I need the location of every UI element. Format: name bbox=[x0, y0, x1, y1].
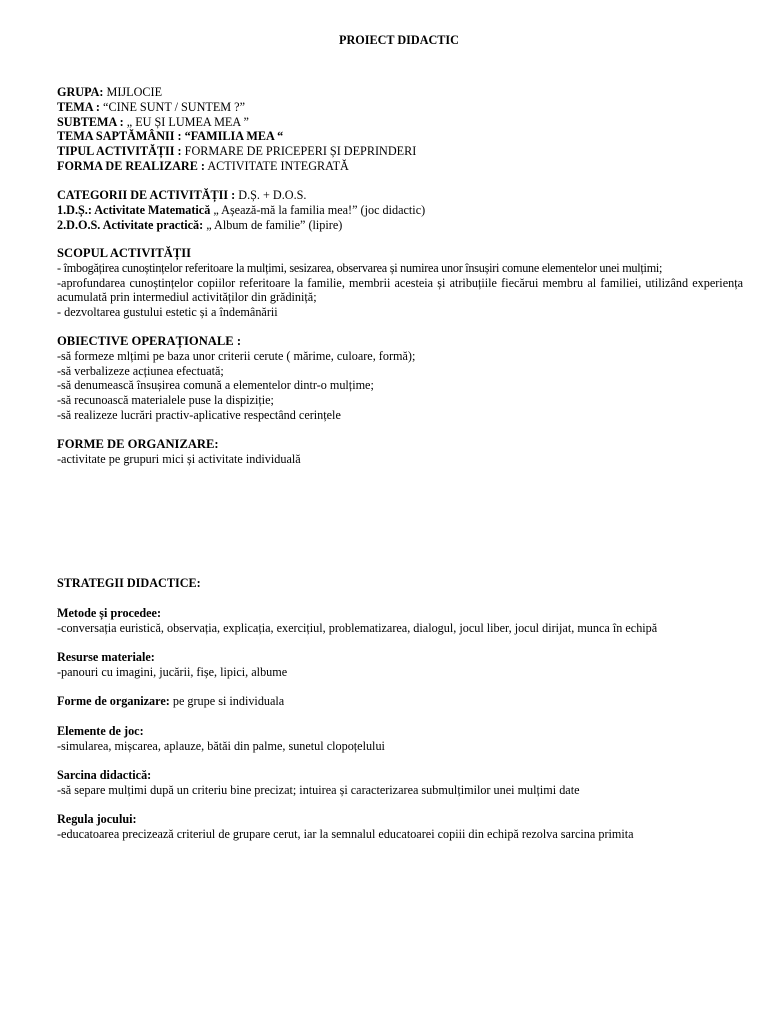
scope-paragraph: -aprofundarea cunoștințelor copiilor referitoare la familie, membrii acesteia și atribuțiile fiecărui membru al familiei, utilizând experiența acumulată prin intermediul activităților din grădiniță; bbox=[57, 275, 743, 305]
meta-tema-saptamanii bbox=[57, 129, 743, 144]
meta-value: “FAMILIA MEA “ bbox=[181, 129, 284, 144]
meta-label: TIPUL ACTIVITĂȚII : bbox=[57, 144, 182, 159]
rule-block bbox=[57, 812, 743, 842]
meta-value: MIJLOCIE bbox=[103, 85, 163, 99]
scope-block bbox=[57, 246, 743, 320]
meta-label: FORMA DE REALIZARE : bbox=[57, 158, 205, 173]
categories-heading bbox=[57, 188, 743, 203]
category-value: „ Așează-mă la familia mea!” (joc didactic) bbox=[210, 202, 426, 217]
category-label: 2.D.O.S. Activitate practică: bbox=[57, 217, 204, 232]
meta-label: SUBTEMA : bbox=[57, 114, 124, 129]
game-elements-block bbox=[57, 724, 743, 754]
rule-text: -educatoarea precizează criteriul de grupare cerut, iar la semnalul educatoarei copiii din echipă rezolva sarcina primita bbox=[57, 826, 634, 841]
objectives-block bbox=[57, 334, 743, 423]
meta-forma-realizare bbox=[57, 159, 743, 174]
objective-item: -să verbalizeze acțiunea efectuată; bbox=[57, 363, 224, 378]
methods-label: Metode și procedee: bbox=[57, 606, 162, 620]
organization-label: Forme de organizare: bbox=[57, 694, 170, 708]
categories-heading-label: CATEGORII DE ACTIVITĂȚII : bbox=[57, 188, 236, 202]
strategies-heading-block bbox=[57, 576, 743, 591]
resources-block bbox=[57, 650, 743, 680]
strategies-heading: STRATEGII DIDACTICE: bbox=[57, 576, 201, 590]
game-elements-label: Elemente de joc: bbox=[57, 724, 144, 738]
objective-item: -să realizeze lucrări practiv-aplicative respectând cerințele bbox=[57, 407, 341, 422]
methods-text: -conversația euristică, observația, explicația, exercițiul, problematizarea, dialogul, jocul liber, jocul dirijat, munca în echipă bbox=[57, 620, 658, 635]
meta-value: ACTIVITATE INTEGRATĂ bbox=[204, 158, 349, 173]
resources-text: -panouri cu imagini, jucării, fișe, lipici, albume bbox=[57, 664, 288, 679]
resources-label: Resurse materiale: bbox=[57, 650, 155, 664]
category-value: „ Album de familie” (lipire) bbox=[203, 217, 343, 232]
meta-tema bbox=[57, 100, 743, 115]
organization-text: pe grupe si individuala bbox=[169, 694, 285, 708]
scope-line: - îmbogățirea cunoștințelor referitoare la mulțimi, sesizarea, observarea și numirea unor însușiri comune elementelor unei mulțimi; bbox=[57, 260, 663, 275]
category-item-dos bbox=[57, 218, 743, 233]
scope-heading: SCOPUL ACTIVITĂȚII bbox=[57, 246, 192, 260]
rule-label: Regula jocului: bbox=[57, 812, 137, 826]
meta-subtema bbox=[57, 115, 743, 130]
objective-item: -să denumească însușirea comună a elementelor dintr-o mulțime; bbox=[57, 378, 374, 393]
task-block bbox=[57, 768, 743, 798]
categories-block bbox=[57, 188, 743, 232]
game-elements-text: -simularea, mișcarea, aplauze, bătăi din palme, sunetul clopoțelului bbox=[57, 738, 385, 753]
meta-label: TEMA SAPTĂMÂNII : bbox=[57, 129, 182, 144]
organization-block bbox=[57, 694, 743, 709]
meta-value: “CINE SUNT / SUNTEM ?” bbox=[100, 99, 245, 114]
meta-block bbox=[57, 85, 743, 174]
scope-line: - dezvoltarea gustului estetic și a îndemânării bbox=[57, 305, 278, 320]
task-label: Sarcina didactică: bbox=[57, 768, 152, 782]
objective-item: -să formeze mlțimi pe baza unor criterii cerute ( mărime, culoare, formă); bbox=[57, 348, 416, 363]
meta-value: FORMARE DE PRICEPERI ȘI DEPRINDERI bbox=[181, 144, 417, 159]
meta-label: GRUPA: bbox=[57, 85, 104, 99]
categories-heading-value: D.Ș. + D.O.S. bbox=[235, 188, 307, 202]
forms-text: -activitate pe grupuri mici și activitate individuală bbox=[57, 451, 301, 466]
forms-heading: FORME DE ORGANIZARE: bbox=[57, 437, 219, 451]
meta-grupa bbox=[57, 85, 743, 100]
meta-label: TEMA : bbox=[57, 99, 100, 114]
forms-block bbox=[57, 437, 743, 467]
methods-block bbox=[57, 606, 743, 636]
document-title: PROIECT DIDACTIC bbox=[339, 33, 459, 47]
category-item-ds bbox=[57, 203, 743, 218]
category-label: 1.D.Ș.: Activitate Matematică bbox=[57, 202, 211, 217]
objectives-heading: OBIECTIVE OPERAȚIONALE : bbox=[57, 334, 242, 348]
task-text: -să separe mulțimi după un criteriu bine precizat; intuirea și caracterizarea submulțimilor unei mulțimi date bbox=[57, 782, 580, 797]
objective-item: -să recunoască materialele puse la dispiziție; bbox=[57, 393, 274, 408]
organization-line bbox=[57, 694, 743, 709]
meta-tipul-activitatii bbox=[57, 144, 743, 159]
meta-value: „ EU ȘI LUMEA MEA ” bbox=[123, 114, 249, 129]
